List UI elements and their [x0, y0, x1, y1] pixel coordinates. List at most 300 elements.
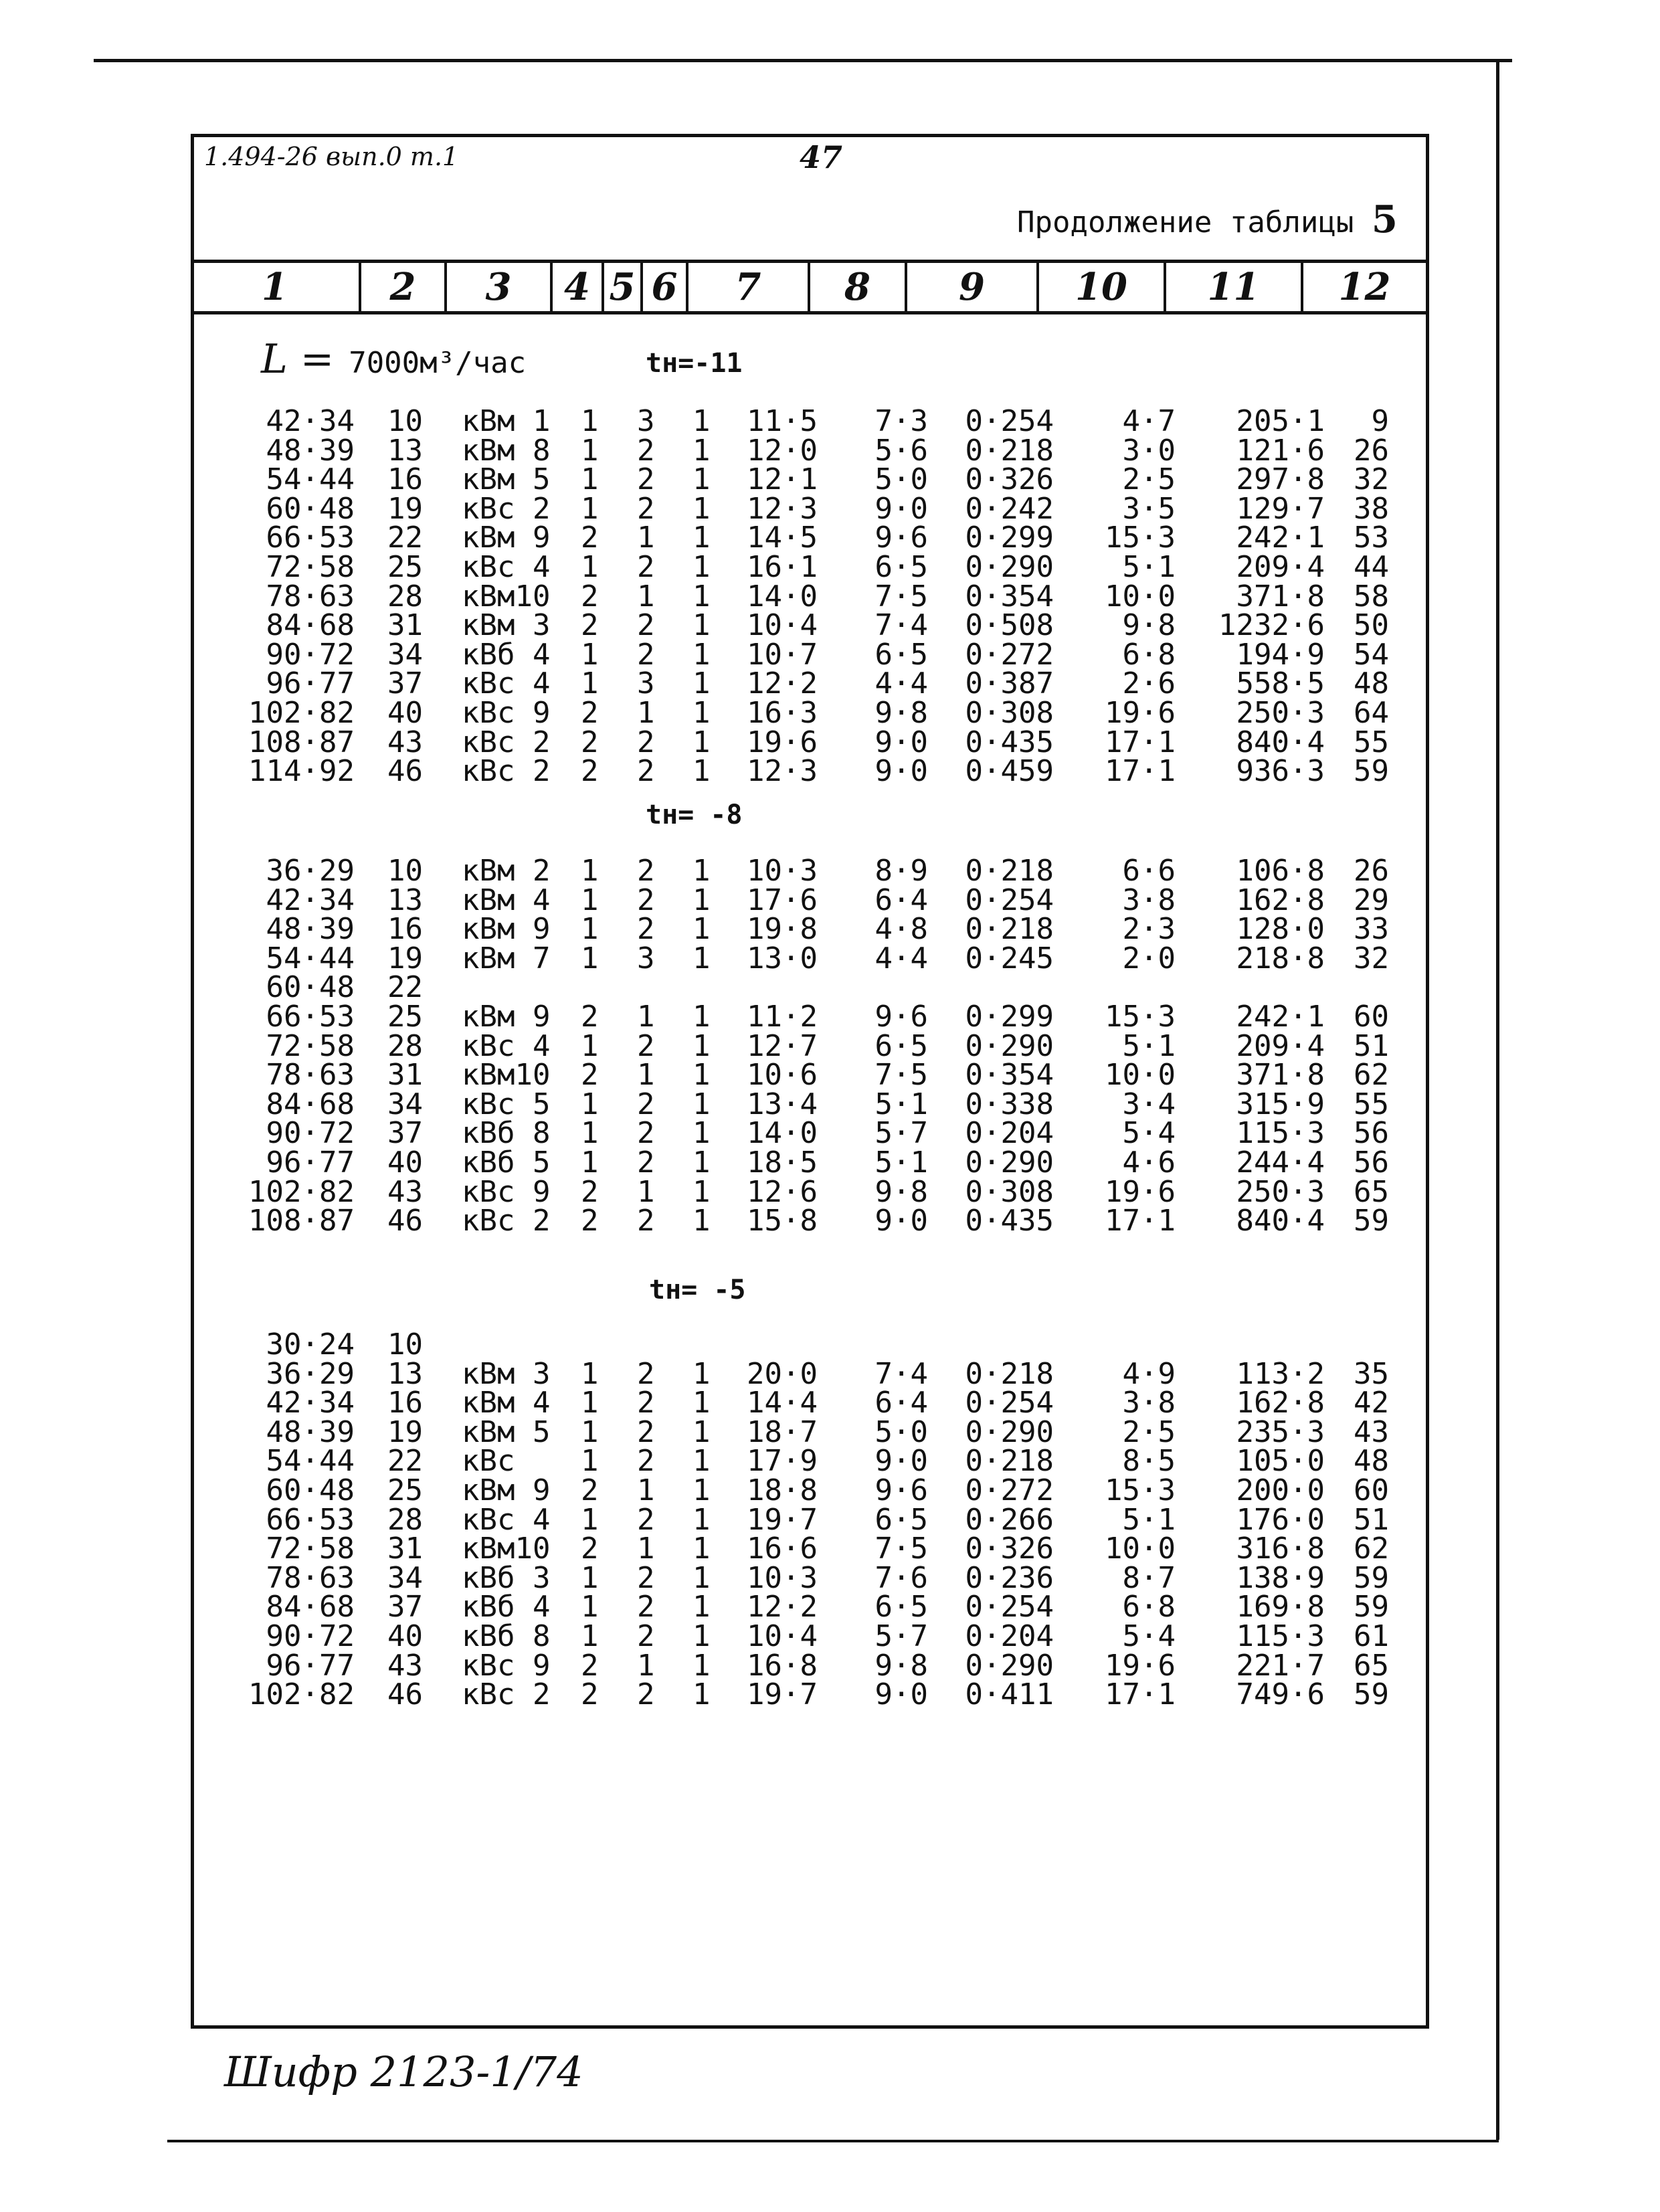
cell-col-5: 2	[637, 433, 655, 468]
cell-col-4: 2	[581, 608, 599, 643]
cell-col-3: кВс 2	[462, 1677, 551, 1712]
cell-col-11: 209·4	[1236, 1028, 1325, 1063]
cell-col-4: 1	[581, 1502, 599, 1537]
cell-col-3: кВс 9	[462, 1174, 551, 1209]
cell-col-7: 14·4	[747, 1386, 818, 1420]
cell-col-6: 1	[693, 1677, 711, 1712]
cell-col-4: 1	[581, 1590, 599, 1625]
cell-col-10: 6·6	[1122, 854, 1176, 888]
cell-col-3: кВс 2	[462, 1204, 551, 1238]
cell-col-5: 1	[637, 521, 655, 555]
cell-col-5: 3	[637, 404, 655, 438]
cipher-label: Шифр 2123-1/74	[224, 2047, 583, 2096]
cell-col-6: 1	[693, 883, 711, 917]
cell-col-1: 54·44	[266, 941, 355, 976]
cell-col-11: 840·4	[1236, 725, 1325, 759]
cell-col-12: 48	[1354, 1444, 1389, 1479]
cell-col-10: 2·5	[1122, 462, 1176, 497]
cell-col-8: 9·8	[874, 1648, 928, 1683]
page-number: 47	[800, 139, 843, 175]
cell-col-1: 84·68	[266, 1590, 355, 1625]
cell-col-6: 1	[693, 725, 711, 759]
cell-col-2: 28	[387, 579, 423, 614]
cell-col-10: 5·4	[1122, 1619, 1176, 1653]
cell-col-11: 176·0	[1236, 1502, 1325, 1537]
cell-col-6: 1	[693, 666, 711, 701]
cell-col-2: 46	[387, 1677, 423, 1712]
cell-col-2: 10	[387, 854, 423, 888]
cell-col-12: 62	[1354, 1532, 1389, 1566]
cell-col-4: 1	[581, 1356, 599, 1391]
cell-col-4: 1	[581, 491, 599, 526]
cell-col-5: 2	[637, 1386, 655, 1420]
cell-col-10: 2·0	[1122, 941, 1176, 976]
cell-col-12: 53	[1354, 521, 1389, 555]
cell-col-12: 59	[1354, 1590, 1389, 1625]
cell-col-5: 2	[637, 1116, 655, 1151]
table-row	[0, 1058, 1660, 1093]
cell-col-12: 50	[1354, 608, 1389, 643]
cell-col-1: 54·44	[266, 462, 355, 497]
cell-col-2: 13	[387, 1356, 423, 1391]
cell-col-10: 3·8	[1122, 1386, 1176, 1420]
cell-col-4: 2	[581, 1677, 599, 1712]
cell-col-11: 200·0	[1236, 1473, 1325, 1507]
cell-col-4: 2	[581, 754, 599, 789]
table-row	[0, 1145, 1660, 1180]
table-row	[0, 754, 1660, 789]
cell-col-5: 1	[637, 696, 655, 730]
cell-col-4: 1	[581, 1386, 599, 1420]
cell-col-8: 6·5	[874, 1502, 928, 1537]
cell-col-5: 2	[637, 1560, 655, 1595]
cell-col-8: 4·8	[874, 912, 928, 947]
cell-col-9: 0·354	[965, 579, 1054, 614]
section-label-tn-5: tн= -5	[649, 1275, 746, 1305]
cell-col-6: 1	[693, 1058, 711, 1093]
cell-col-4: 2	[581, 1648, 599, 1683]
cell-col-10: 19·6	[1105, 696, 1176, 730]
cell-col-4: 1	[581, 462, 599, 497]
cell-col-7: 10·4	[747, 608, 818, 643]
cell-col-10: 17·1	[1105, 725, 1176, 759]
top-rule	[94, 59, 1512, 62]
cell-col-12: 60	[1354, 1473, 1389, 1507]
cell-col-8: 5·7	[874, 1116, 928, 1151]
cell-col-1: 108·87	[248, 725, 355, 759]
cell-col-9: 0·204	[965, 1619, 1054, 1653]
cell-col-11: 138·9	[1236, 1560, 1325, 1595]
cell-col-5: 2	[637, 1204, 655, 1238]
cell-col-10: 8·7	[1122, 1560, 1176, 1595]
cell-col-4: 1	[581, 1145, 599, 1180]
cell-col-9: 0·254	[965, 1590, 1054, 1625]
cell-col-4: 1	[581, 666, 599, 701]
cell-col-6: 1	[693, 1590, 711, 1625]
table-row	[0, 550, 1660, 584]
cell-col-12: 48	[1354, 666, 1389, 701]
cell-col-1: 102·82	[248, 696, 355, 730]
continuation-label: Продолжение таблицы	[1017, 205, 1354, 240]
cell-col-2: 16	[387, 1386, 423, 1420]
cell-col-1: 108·87	[248, 1204, 355, 1238]
cell-col-2: 22	[387, 1444, 423, 1479]
cell-col-10: 2·3	[1122, 912, 1176, 947]
cell-col-8: 5·6	[874, 433, 928, 468]
cell-col-4: 2	[581, 1473, 599, 1507]
cell-col-9: 0·326	[965, 462, 1054, 497]
cell-col-1: 102·82	[248, 1174, 355, 1209]
cell-col-7: 17·6	[747, 883, 818, 917]
cell-col-3: кВс 9	[462, 696, 551, 730]
cell-col-8: 7·6	[874, 1560, 928, 1595]
cell-col-5: 2	[637, 725, 655, 759]
cell-col-1: 114·92	[248, 754, 355, 789]
cell-col-1: 72·58	[266, 550, 355, 584]
cell-col-4: 1	[581, 1414, 599, 1449]
cell-col-2: 46	[387, 754, 423, 789]
cell-col-9: 0·290	[965, 1145, 1054, 1180]
cell-col-8: 4·4	[874, 941, 928, 976]
cell-col-2: 31	[387, 1058, 423, 1093]
cell-col-9: 0·411	[965, 1677, 1054, 1712]
table-row	[0, 1590, 1660, 1625]
table-row	[0, 1087, 1660, 1121]
cell-col-7: 10·6	[747, 1058, 818, 1093]
table-row	[0, 637, 1660, 672]
cell-col-2: 22	[387, 970, 423, 1005]
cell-col-8: 9·6	[874, 1000, 928, 1034]
cell-col-7: 14·0	[747, 579, 818, 614]
cell-col-11: 221·7	[1236, 1648, 1325, 1683]
cell-col-7: 16·3	[747, 696, 818, 730]
cell-col-7: 19·8	[747, 912, 818, 947]
cell-col-1: 60·48	[266, 491, 355, 526]
cell-col-6: 1	[693, 1648, 711, 1683]
cell-col-4: 1	[581, 1116, 599, 1151]
cell-col-11: 749·6	[1236, 1677, 1325, 1712]
cell-col-3: кВб 8	[462, 1619, 551, 1653]
cell-col-5: 1	[637, 1174, 655, 1209]
cell-col-9: 0·290	[965, 1028, 1054, 1063]
cell-col-8: 5·0	[874, 462, 928, 497]
cell-col-10: 8·5	[1122, 1444, 1176, 1479]
cell-col-3: кВм 5	[462, 462, 551, 497]
cell-col-4: 1	[581, 1560, 599, 1595]
cell-col-9: 0·218	[965, 854, 1054, 888]
cell-col-1: 60·48	[266, 970, 355, 1005]
cell-col-3: кВс 2	[462, 725, 551, 759]
cell-col-1: 30·24	[266, 1327, 355, 1362]
cell-col-10: 2·6	[1122, 666, 1176, 701]
cell-col-7: 10·7	[747, 637, 818, 672]
cell-col-9: 0·218	[965, 1356, 1054, 1391]
cell-col-9: 0·218	[965, 433, 1054, 468]
cell-col-4: 1	[581, 1444, 599, 1479]
cell-col-1: 102·82	[248, 1677, 355, 1712]
cell-col-5: 2	[637, 462, 655, 497]
cell-col-8: 5·7	[874, 1619, 928, 1653]
col-header-4: 4	[553, 263, 604, 311]
cell-col-2: 40	[387, 1619, 423, 1653]
cell-col-1: 90·72	[266, 1116, 355, 1151]
table-row	[0, 970, 1660, 1005]
cell-col-11: 250·3	[1236, 1174, 1325, 1209]
cell-col-3: кВм 3	[462, 1356, 551, 1391]
cell-col-1: 66·53	[266, 1000, 355, 1034]
cell-col-11: 129·7	[1236, 491, 1325, 526]
cell-col-9: 0·290	[965, 1414, 1054, 1449]
cell-col-6: 1	[693, 1473, 711, 1507]
cell-col-10: 5·4	[1122, 1116, 1176, 1151]
cell-col-1: 72·58	[266, 1532, 355, 1566]
cell-col-8: 6·5	[874, 550, 928, 584]
cell-col-2: 37	[387, 1590, 423, 1625]
cell-col-9: 0·354	[965, 1058, 1054, 1093]
cell-col-6: 1	[693, 433, 711, 468]
cell-col-3: кВм10	[462, 579, 551, 614]
cell-col-11: 242·1	[1236, 521, 1325, 555]
cell-col-7: 12·7	[747, 1028, 818, 1063]
section-label-tn-8: tн= -8	[646, 800, 743, 830]
cell-col-8: 7·4	[874, 608, 928, 643]
cell-col-2: 19	[387, 1414, 423, 1449]
cell-col-9: 0·204	[965, 1116, 1054, 1151]
cell-col-2: 46	[387, 1204, 423, 1238]
cell-col-1: 42·34	[266, 1386, 355, 1420]
cell-col-1: 96·77	[266, 1648, 355, 1683]
cell-col-9: 0·218	[965, 1444, 1054, 1479]
bottom-rule	[167, 2140, 1499, 2142]
cell-col-12: 56	[1354, 1145, 1389, 1180]
table-row	[0, 1116, 1660, 1151]
cell-col-2: 16	[387, 912, 423, 947]
table-row	[0, 608, 1660, 643]
cell-col-8: 6·4	[874, 1386, 928, 1420]
cell-col-3: кВм 3	[462, 608, 551, 643]
cell-col-12: 55	[1354, 725, 1389, 759]
cell-col-1: 60·48	[266, 1473, 355, 1507]
cell-col-9: 0·299	[965, 521, 1054, 555]
cell-col-12: 32	[1354, 941, 1389, 976]
cell-col-11: 115·3	[1236, 1619, 1325, 1653]
cell-col-9: 0·508	[965, 608, 1054, 643]
cell-col-9: 0·435	[965, 1204, 1054, 1238]
cell-col-12: 32	[1354, 462, 1389, 497]
cell-col-2: 31	[387, 1532, 423, 1566]
cell-col-5: 3	[637, 666, 655, 701]
cell-col-5: 3	[637, 941, 655, 976]
cell-col-3: кВм 5	[462, 1414, 551, 1449]
cell-col-2: 19	[387, 491, 423, 526]
cell-col-6: 1	[693, 1174, 711, 1209]
cell-col-2: 10	[387, 404, 423, 438]
cell-col-6: 1	[693, 1000, 711, 1034]
cell-col-7: 12·3	[747, 754, 818, 789]
cell-col-3: кВм 4	[462, 1386, 551, 1420]
cell-col-11: 105·0	[1236, 1444, 1325, 1479]
cell-col-9: 0·254	[965, 1386, 1054, 1420]
table-row	[0, 491, 1660, 526]
cell-col-12: 60	[1354, 1000, 1389, 1034]
col-header-12: 12	[1338, 265, 1391, 309]
cell-col-6: 1	[693, 1386, 711, 1420]
col-header-1: 1	[191, 263, 361, 311]
cell-col-10: 2·5	[1122, 1414, 1176, 1449]
cell-col-5: 2	[637, 1619, 655, 1653]
cell-col-8: 4·4	[874, 666, 928, 701]
cell-col-4: 2	[581, 521, 599, 555]
cell-col-4: 1	[581, 404, 599, 438]
col-header-10: 10	[1039, 263, 1166, 311]
cell-col-12: 42	[1354, 1386, 1389, 1420]
cell-col-9: 0·308	[965, 696, 1054, 730]
cell-col-1: 54·44	[266, 1444, 355, 1479]
cell-col-11: 106·8	[1236, 854, 1325, 888]
cell-col-2: 25	[387, 550, 423, 584]
cell-col-11: 205·1	[1236, 404, 1325, 438]
cell-col-10: 4·9	[1122, 1356, 1176, 1391]
cell-col-8: 9·0	[874, 1677, 928, 1712]
cell-col-3: кВм 2	[462, 854, 551, 888]
cell-col-8: 9·8	[874, 1174, 928, 1209]
cell-col-8: 9·0	[874, 491, 928, 526]
cell-col-11: 128·0	[1236, 912, 1325, 947]
cell-col-3: кВм 9	[462, 521, 551, 555]
cell-col-3: кВм 9	[462, 1473, 551, 1507]
cell-col-9: 0·218	[965, 912, 1054, 947]
cell-col-9: 0·299	[965, 1000, 1054, 1034]
cell-col-12: 43	[1354, 1414, 1389, 1449]
cell-col-4: 2	[581, 579, 599, 614]
cell-col-8: 7·5	[874, 1058, 928, 1093]
cell-col-3: кВм 9	[462, 912, 551, 947]
cell-col-12: 38	[1354, 491, 1389, 526]
cell-col-6: 1	[693, 1087, 711, 1121]
cell-col-1: 78·63	[266, 579, 355, 614]
cell-col-6: 1	[693, 462, 711, 497]
table-row	[0, 1473, 1660, 1507]
cell-col-5: 1	[637, 579, 655, 614]
table-row	[0, 1677, 1660, 1712]
cell-col-3: кВс 2	[462, 491, 551, 526]
table-row	[0, 1560, 1660, 1595]
cell-col-6: 1	[693, 1145, 711, 1180]
cell-col-10: 3·5	[1122, 491, 1176, 526]
cell-col-5: 2	[637, 912, 655, 947]
cell-col-1: 48·39	[266, 1414, 355, 1449]
col-header-8: 8	[810, 263, 907, 311]
cell-col-2: 10	[387, 1327, 423, 1362]
cell-col-6: 1	[693, 1414, 711, 1449]
table-row	[0, 666, 1660, 701]
cell-col-10: 17·1	[1105, 1677, 1176, 1712]
cell-col-2: 25	[387, 1000, 423, 1034]
cell-col-1: 78·63	[266, 1058, 355, 1093]
cell-col-10: 6·8	[1122, 637, 1176, 672]
table-row	[0, 1444, 1660, 1479]
cell-col-9: 0·290	[965, 1648, 1054, 1683]
cell-col-11: 209·4	[1236, 550, 1325, 584]
cell-col-11: 115·3	[1236, 1116, 1325, 1151]
cell-col-3: кВм 1	[462, 404, 551, 438]
cell-col-2: 16	[387, 462, 423, 497]
cell-col-7: 12·2	[747, 1590, 818, 1625]
cell-col-3: кВс 4	[462, 1502, 551, 1537]
cell-col-8: 9·8	[874, 696, 928, 730]
cell-col-12: 33	[1354, 912, 1389, 947]
cell-col-7: 19·6	[747, 725, 818, 759]
cell-col-9: 0·338	[965, 1087, 1054, 1121]
cell-col-12: 56	[1354, 1116, 1389, 1151]
cell-col-3: кВс 4	[462, 1028, 551, 1063]
section-label-tn-11: tн=-11	[646, 348, 743, 379]
table-row	[0, 462, 1660, 497]
cell-col-10: 10·0	[1105, 579, 1176, 614]
cell-col-7: 17·9	[747, 1444, 818, 1479]
cell-col-7: 11·2	[747, 1000, 818, 1034]
cell-col-7: 13·0	[747, 941, 818, 976]
cell-col-7: 16·6	[747, 1532, 818, 1566]
cell-col-3: кВс	[462, 1444, 515, 1479]
cell-col-4: 2	[581, 1174, 599, 1209]
cell-col-10: 17·1	[1105, 754, 1176, 789]
cell-col-7: 18·8	[747, 1473, 818, 1507]
cell-col-1: 96·77	[266, 666, 355, 701]
cell-col-10: 3·4	[1122, 1087, 1176, 1121]
cell-col-8: 5·0	[874, 1414, 928, 1449]
cell-col-11: 1232·6	[1218, 608, 1325, 643]
cell-col-5: 2	[637, 1677, 655, 1712]
cell-col-7: 19·7	[747, 1502, 818, 1537]
airflow-value: 7000м³/час	[349, 346, 527, 380]
cell-col-7: 11·5	[747, 404, 818, 438]
table-row	[0, 523, 1660, 553]
cell-col-6: 1	[693, 1502, 711, 1537]
cell-col-12: 51	[1354, 1028, 1389, 1063]
cell-col-12: 54	[1354, 637, 1389, 672]
cell-col-12: 59	[1354, 754, 1389, 789]
cell-col-5: 2	[637, 883, 655, 917]
cell-col-3: кВс 4	[462, 550, 551, 584]
cell-col-1: 84·68	[266, 608, 355, 643]
cell-col-12: 58	[1354, 579, 1389, 614]
cell-col-8: 6·5	[874, 1028, 928, 1063]
cell-col-2: 13	[387, 883, 423, 917]
cell-col-11: 235·3	[1236, 1414, 1325, 1449]
cell-col-10: 5·1	[1122, 550, 1176, 584]
cell-col-10: 10·0	[1105, 1058, 1176, 1093]
cell-col-5: 2	[637, 1590, 655, 1625]
col-header-6: 6	[643, 263, 688, 311]
cell-col-1: 42·34	[266, 404, 355, 438]
cell-col-6: 1	[693, 1532, 711, 1566]
cell-col-1: 42·34	[266, 883, 355, 917]
table-row	[0, 1648, 1660, 1683]
cell-col-12: 64	[1354, 696, 1389, 730]
cell-col-12: 59	[1354, 1204, 1389, 1238]
cell-col-3: кВм 4	[462, 883, 551, 917]
table-row	[0, 1327, 1660, 1362]
continuation-title	[1017, 197, 1398, 242]
cell-col-3: кВм 8	[462, 433, 551, 468]
cell-col-10: 3·0	[1122, 433, 1176, 468]
cell-col-1: 84·68	[266, 1087, 355, 1121]
cell-col-8: 6·5	[874, 637, 928, 672]
cell-col-10: 4·6	[1122, 1145, 1176, 1180]
cell-col-11: 121·6	[1236, 433, 1325, 468]
cell-col-3: кВб 3	[462, 1560, 551, 1595]
